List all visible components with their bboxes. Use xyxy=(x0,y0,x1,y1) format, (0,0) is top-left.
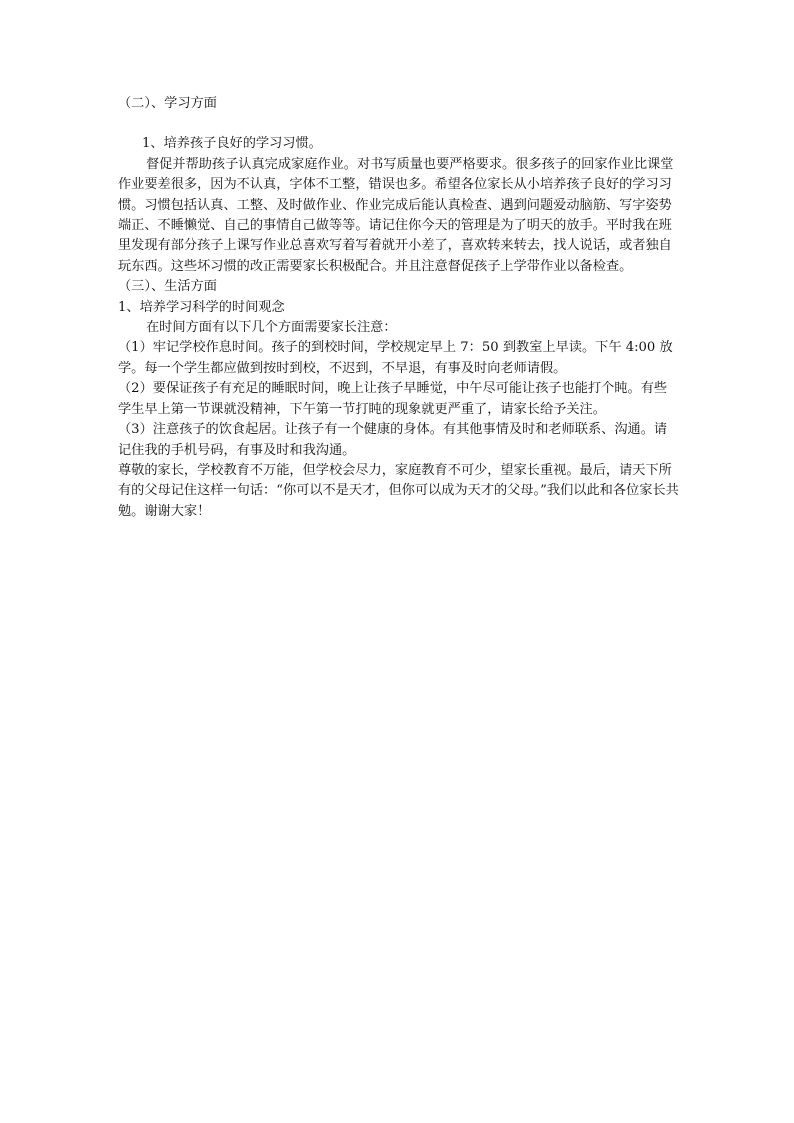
section-heading-study: （二）、学习方面 xyxy=(118,96,217,111)
item-title-time-concept: 1、培养学习科学的时间观念 xyxy=(118,299,285,315)
item-title-study-habits: 1、培养孩子良好的学习习惯。 xyxy=(142,136,322,152)
point-diet: （3）注意孩子的饮食起居。让孩子有一个健康的身体。有其他事情及时和老师联系、沟通。请记住我的手机号码，有事及时和我沟通。 xyxy=(118,422,668,458)
point-sleep: （2）要保证孩子有充足的睡眠时间，晚上让孩子早睡觉，中午尽可能让孩子也能打个盹。有些学生早上第一节课就没精神，下午第一节打盹的现象就更严重了，请家长给予关注。 xyxy=(118,381,668,417)
paragraph-study-habits: 督促并帮助孩子认真完成家庭作业。对书写质量也要严格要求。很多孩子的回家作业比课堂作业要差很多，因为不认真，字体不工整，错误也多。希望各位家长从小培养孩子良好的学习习惯。习惯包括认真、工整、及时做作业、作业完成后能认真检查、遇到问题爱动脑筋、写字姿势端正、不睡懒觉、自己的事情自己做等等。请记住你今天的管理是为了明天的放手。平时我在班里发现有部分孩子上课写作业总喜欢写着写着就开小差了，喜欢转来转去，找人说话，或者独自玩东西。这些坏习惯的改正需要家长积极配合。并且注意督促孩子上学带作业以备检查。 xyxy=(118,156,674,274)
paragraph-closing: 尊敬的家长，学校教育不万能，但学校会尽力，家庭教育不可少，望家长重视。最后，请天下所有的父母记住这样一句话：“你可以不是天才，但你可以成为天才的父母。”我们以此和各位家长共勉。谢谢大家！ xyxy=(118,462,679,519)
point-schedule: （1）牢记学校作息时间。孩子的到校时间，学校规定早上 7：50 到教室上早读。下午 4:00 放学。每一个学生都应做到按时到校，不迟到，不早退，有事及时向老师请假。 xyxy=(118,340,673,376)
section-heading-life: （三）、生活方面 xyxy=(118,279,217,295)
document-page xyxy=(118,94,680,522)
paragraph-time-intro: 在时间方面有以下几个方面需要家长注意： xyxy=(146,320,397,336)
